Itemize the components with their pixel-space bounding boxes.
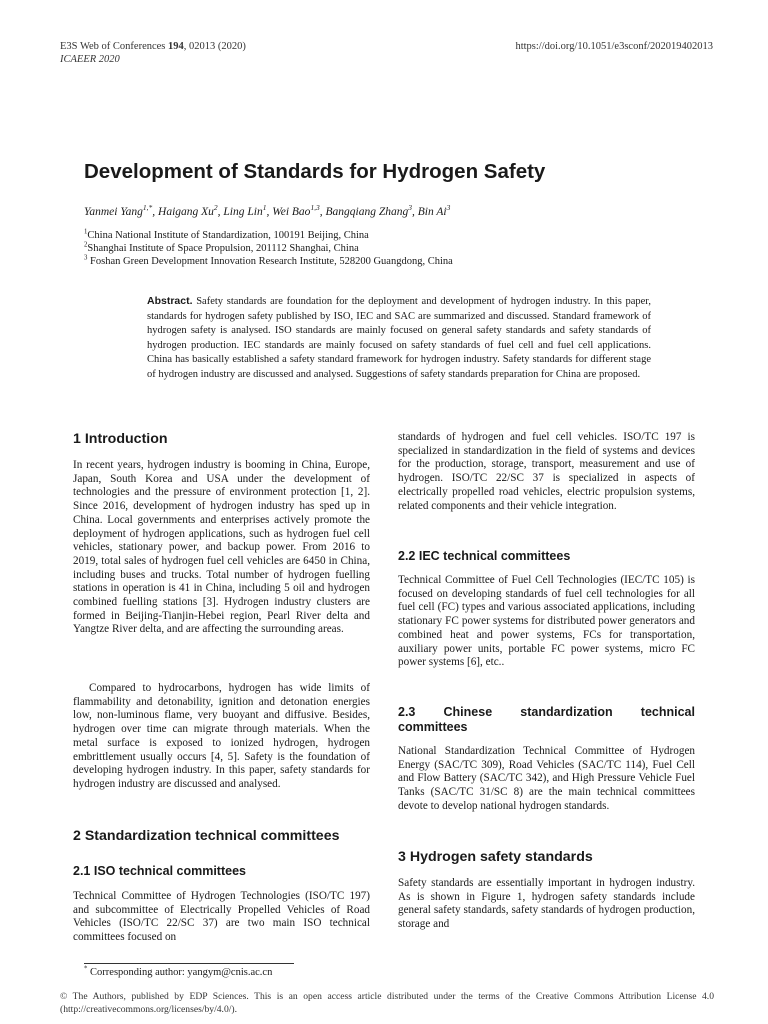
author-affiliation-mark: 2 (213, 203, 218, 213)
affiliation-2: $^2$Shanghai Institute of Space Propulsion, 201112 Shanghai, China (84, 241, 359, 254)
paper-title: Development of Standards for Hydrogen Safety (84, 160, 546, 183)
section-2-2-paragraph: Technical Committee of Fuel Cell Technologies (IEC/TC 105) is focused on developing standards of fuel cell technologies for all fuel cell (FC) types and various associated applications, including stationary FC power systems for distributed power generators and combined heat and power systems, FCs for transportation, auxiliary power units, portable FC power systems, micro FC power systems [6], etc.. (398, 574, 695, 669)
section-2-2-heading: 2.2 IEC technical committees (398, 549, 571, 563)
license-notice: © The Authors, published by EDP Sciences. This is an open access article distributed under the terms of the Creative Commons Attribution License 4.0 (http://creativecommons.org/licenses/by/4.0/). (60, 991, 714, 1015)
abstract (147, 294, 651, 383)
abstract-text: Safety standards are foundation for the deployment and development of hydrogen industry. In this paper, standards for hydrogen safety published by ISO, IEC and SAC are summarized and discussed. Standard framework of hydrogen safety is analysed. ISO standards are mainly focused on general safety standards and safety standards of hydrogen production. IEC standards are mainly focused on safety standards of fuel cell and fuel cell applications. China has basically established a safety standard framework for hydrogen industry. Safety standards for different stage of hydrogen industry are discussed and analysed. Suggestions of safety standards preparation for China are proposed. (147, 296, 652, 380)
author-affiliation-mark: 1,* (142, 203, 153, 213)
volume: 194 (168, 41, 184, 52)
section-2-1-paragraph-continued: standards of hydrogen and fuel cell vehicles. ISO/TC 197 is specialized in standardization in the field of systems and devices for the production, storage, transport, measurement and use of hydrogen. ISO/TC 22/SC 37 is specialized in aspects of electrically propelled road vehicles, electric propulsion systems, related components and their vehicle integration. (398, 431, 695, 512)
author-name: Wei Bao (272, 206, 311, 218)
affiliation-1: $^1$China National Institute of Standardization, 100191 Beijing, China (84, 228, 369, 241)
footnote-divider (84, 963, 294, 964)
author-affiliation-mark: 3 (446, 203, 451, 213)
affiliation-3: $^3$ Foshan Green Development Innovation Research Institute, 528200 Guangdong, China (84, 254, 453, 267)
author-name: Yanmei Yang (84, 206, 143, 218)
section-2-1-heading: 2.1 ISO technical committees (73, 864, 246, 878)
section-2-3-paragraph: National Standardization Technical Committee of Hydrogen Energy (SAC/TC 309), Road Vehicles (SAC/TC 114), Fuel Cell and Flow Battery (SAC/TC 342), and High Pressure Vehicle Fuel Tanks (SAC/TC 31/SC 8) are the main technical committees devote to develop national hydrogen standards. (398, 745, 695, 812)
section-2-1-paragraph: Technical Committee of Hydrogen Technologies (ISO/TC 197) and subcommittee of Electrically Propelled Vehicles of Road Vehicles (ISO/TC 22/SC 37) are two main ISO technical committees focused on (73, 890, 370, 944)
abstract-label: Abstract. (147, 295, 193, 307)
author-name: Haigang Xu (158, 206, 214, 218)
section-3-paragraph: Safety standards are essentially important in hydrogen industry. As is shown in Figure 1, hydrogen safety standards include general safety standards, safety standards of hydrogen production, storage and (398, 877, 695, 931)
section-3-heading: 3 Hydrogen safety standards (398, 849, 593, 865)
author-affiliation-mark: 1 (262, 203, 267, 213)
section-2-3-heading: 2.3 Chinese standardization technical (398, 705, 695, 719)
section-2-3-heading-line-2: committees (398, 720, 468, 734)
section-2-heading: 2 Standardization technical committees (73, 828, 340, 844)
doi-link[interactable]: https://doi.org/10.1051/e3sconf/202019402013 (515, 41, 713, 52)
section-1-heading: 1 Introduction (73, 431, 168, 447)
author-affiliation-mark: 3 (408, 203, 413, 213)
author-name: Bin Ai (417, 206, 447, 218)
corresponding-author-footnote: * Corresponding author: yangym@cnis.ac.cn (84, 965, 273, 978)
author-affiliation-mark: 1,3 (310, 203, 320, 213)
author-list: Yanmei Yang$^{1,*}$, Haigang Xu$^2$, Ling Lin$^1$, Wei Bao$^{1,3}$, Bangqiang Zhang$^3$, Bin Ai$^3$ (84, 203, 451, 218)
section-1-paragraph-2: Compared to hydrocarbons, hydrogen has wide limits of flammability and detonability, ignition and detonation energies low, non-luminous flame, very buoyant and diffusive. Besides, hydrogen over time can migrate through materials. When the metal surface is exposed to ionized hydrogen, hydrogen embrittlement usually occurs [4, 5]. Safety is the foundation of developing hydrogen industry. In this paper, safety standards for hydrogen industry are discussed and analysed. (73, 682, 370, 790)
conference-name: ICAEER 2020 (60, 54, 120, 65)
section-1-paragraph-1: In recent years, hydrogen industry is booming in China, Europe, Japan, South Korea and USA under the development of technologies and the pressure of environment protection [1, 2]. Since 2016, development of hydrogen industry has sped up in China. Local governments and enterprises actively promote the deployment of hydrogen applications, such as hydrogen fuel cell vehicles, stationary power, and backup power. From 2016 to 2019, total sales of hydrogen fuel cell vehicles are 6450 in China, including buses and trucks. Total number of hydrogen fuelling stations in operation is 41 in China, including 5 oil and hydrogen combined fuelling stations [3]. Hydrogen industry clusters are formed in Beijing-Tianjin-Hebei region, Pearl River delta and Yangtze River delta, and are affecting the surrounding areas. (73, 459, 370, 636)
author-name: Bangqiang Zhang (325, 206, 409, 218)
author-name: Ling Lin (223, 206, 263, 218)
journal-citation: E3S Web of Conferences 194, 02013 (2020) (60, 41, 246, 52)
